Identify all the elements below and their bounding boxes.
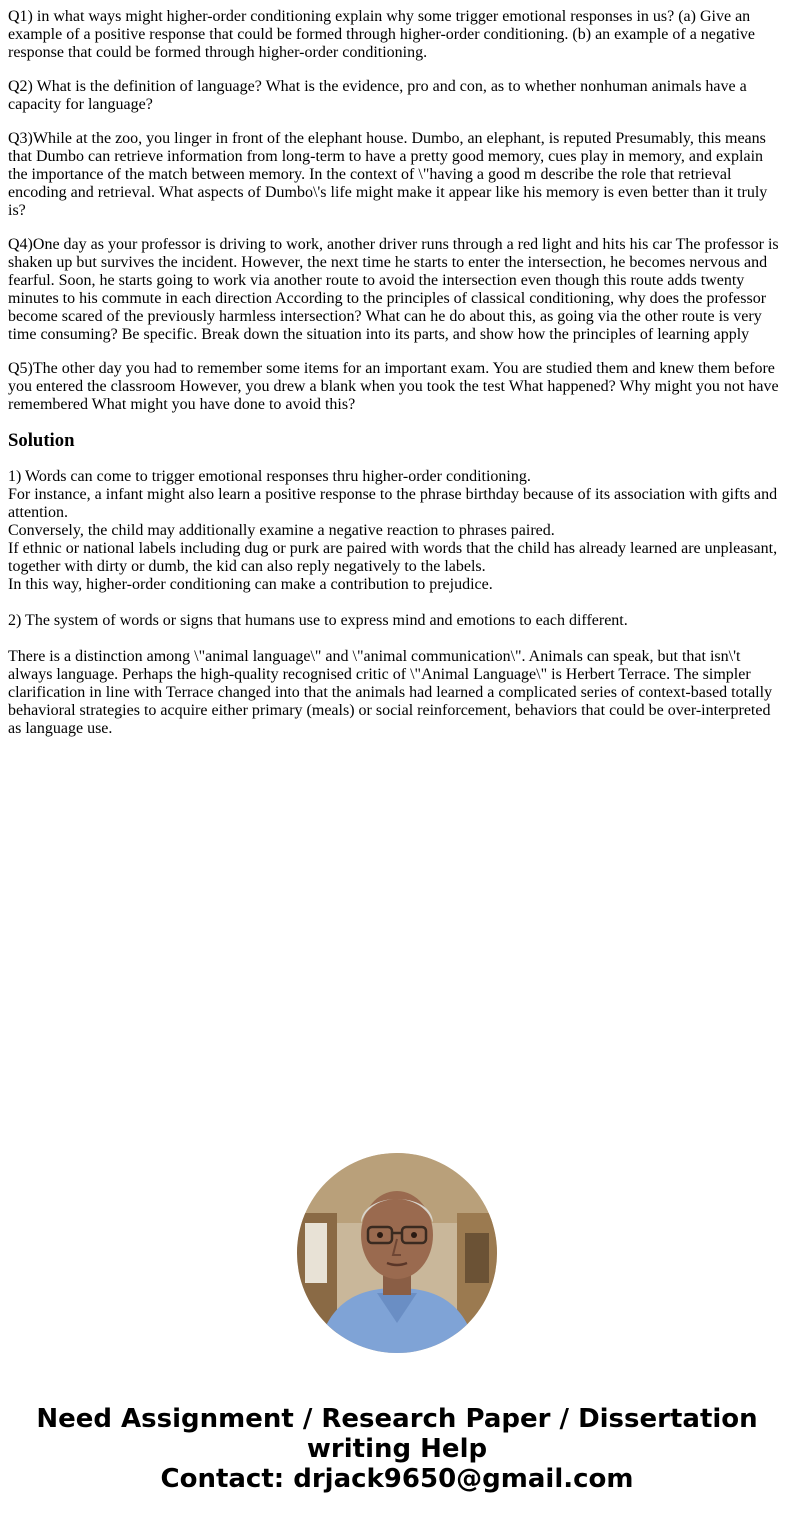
footer-contact-email: Contact: drjack9650@gmail.com — [160, 1464, 634, 1494]
question-2: Q2) What is the definition of language? What is the evidence, pro and con, as to whether nonhuman animals have a capacity for language? — [8, 78, 747, 113]
spacer — [8, 594, 786, 612]
solution-body — [8, 468, 786, 738]
footer-line-1: Need Assignment / Research Paper / Dissertation — [36, 1404, 758, 1434]
answer-1-line: Conversely, the child may additionally examine a negative reaction to phrases paired. — [8, 522, 555, 539]
spacer — [8, 630, 786, 648]
author-photo-icon — [297, 1153, 497, 1353]
question-4: Q4)One day as your professor is driving to work, another driver runs through a red light and hits his car The professor is shaken up but survives the incident. However, the next time he starts to enter the intersection, he becomes nervous and fearful. Soon, he starts going to work via another route to avoid the intersection even though this route adds twenty minutes to his commute in each direction According to the principles of classical conditioning, why does the professor become scared of the previously harmless intersection? What can he do about this, as going via the other route is very time consuming? Be specific. Break down the situation into its parts, and show how the principles of learning apply — [8, 236, 779, 343]
document-content — [8, 8, 786, 738]
answer-2-definition: 2) The system of words or signs that humans use to express mind and emotions to each different. — [8, 612, 628, 629]
contact-footer — [0, 1404, 794, 1494]
answer-2-detail: There is a distinction among \"animal language\" and \"animal communication\". Animals can speak, but that isn\'t always language. Perhaps the high-quality recognised critic of \"Animal Language\" is Herbert Terrace. The simpler clarification in line with Terrace changed into that the animals had learned a complicated series of context-based totally behavioral strategies to acquire either primary (meals) or social reinforcement, behaviors that could be over-interpreted as language use. — [8, 648, 773, 737]
author-avatar — [297, 1153, 497, 1353]
solution-heading: Solution — [8, 430, 75, 451]
question-3: Q3)While at the zoo, you linger in front of the elephant house. Dumbo, an elephant, is reputed Presumably, this means that Dumbo can retrieve information from long-term to have a pretty good memory, cues play in memory, and explain the importance of the match between memory. In the context of \"having a good m describe the role that retrieval encoding and retrieval. What aspects of Dumbo\'s life might make it appear like his memory is even better than it truly is? — [8, 130, 768, 219]
answer-1-line: In this way, higher-order conditioning can make a contribution to prejudice. — [8, 576, 493, 593]
answer-1-line: If ethnic or national labels including dug or purk are paired with words that the child has already learned are unpleasant, together with dirty or dumb, the kid can also reply negatively to the labels. — [8, 540, 778, 575]
answer-1-line: For instance, a infant might also learn a positive response to the phrase birthday because of its association with gifts and attention. — [8, 486, 778, 521]
footer-line-2: writing Help — [306, 1434, 488, 1464]
answer-1-line: 1) Words can come to trigger emotional responses thru higher-order conditioning. — [8, 468, 531, 485]
question-5: Q5)The other day you had to remember some items for an important exam. You are studied them and knew them before you entered the classroom However, you drew a blank when you took the test What happened? Why might you not have remembered What might you have done to avoid this? — [8, 360, 779, 413]
question-1: Q1) in what ways might higher-order conditioning explain why some trigger emotional responses in us? (a) Give an example of a positive response that could be formed through higher-order conditioning. (b) an example of a negative response that could be formed through higher-order conditioning. — [8, 8, 755, 61]
